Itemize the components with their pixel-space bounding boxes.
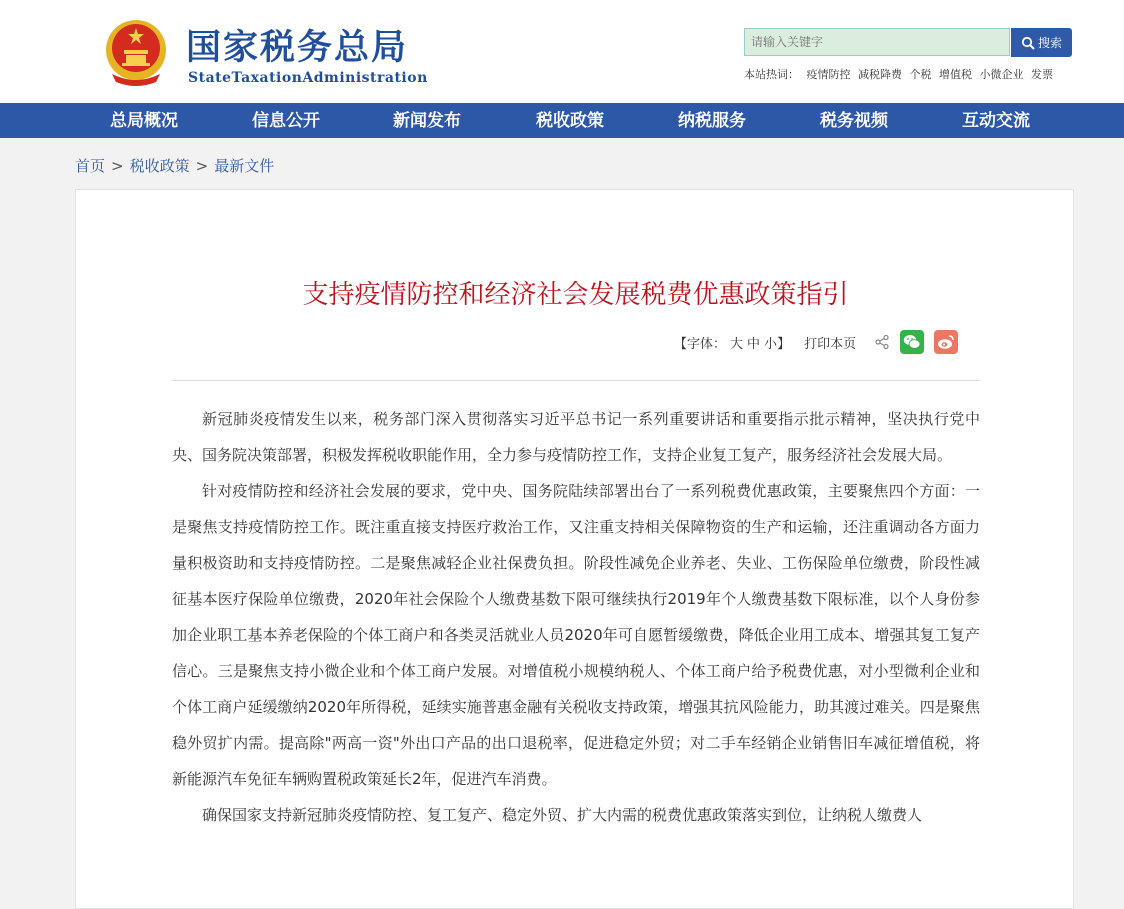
breadcrumb-separator: > <box>111 157 124 175</box>
hot-word-link[interactable]: 增值税 <box>939 68 972 81</box>
article-body <box>172 401 980 833</box>
breadcrumb <box>75 155 274 176</box>
wechat-icon <box>903 334 921 350</box>
weibo-icon <box>937 334 955 350</box>
share-icon[interactable] <box>874 334 890 350</box>
hot-word-link[interactable]: 减税降费 <box>858 68 902 81</box>
title-divider <box>172 380 980 381</box>
site-logo-title[interactable]: 国家税务总局 <box>186 28 409 68</box>
font-size-medium[interactable]: 中 <box>747 336 761 352</box>
font-size-close: 】 <box>777 336 791 352</box>
article-tools <box>674 327 958 357</box>
article-paragraph: 针对疫情防控和经济社会发展的要求，党中央、国务院陆续部署出台了一系列税费优惠政策，主要聚焦四个方面：一是聚焦支持疫情防控工作。既注重直接支持医疗救治工作，又注重支持相关保障物资的生产和运输，还注重调动各方面力量积极资助和支持疫情防控。二是聚焦减轻企业社保费负担。阶段性减免企业养老、失业、工伤保险单位缴费，阶段性减征基本医疗保险单位缴费，2020年社会保险个人缴费基数下限可继续执行2019年个人缴费基数下限标准，以个人身份参加企业职工基本养老保险的个体工商户和各类灵活就业人员2020年可自愿暂缓缴费，降低企业用工成本、增强其复工复产信心。三是聚焦支持小微企业和个体工商户发展。对增值税小规模纳税人、个体工商户给予税费优惠，对小型微利企业和个体工商户延缓缴纳2020年所得税，延续实施普惠金融有关税收支持政策，增强其抗风险能力，助其渡过难关。四是聚焦稳外贸扩内需。提高除"两高一资"外出口产品的出口退税率，促进稳定外贸；对二手车经销企业销售旧车减征增值税，将新能源汽车免征车辆购置税政策延长2年，促进汽车消费。 <box>172 482 980 788</box>
hot-word-link[interactable]: 个税 <box>909 68 932 81</box>
hot-word-link[interactable]: 疫情防控 <box>806 68 851 81</box>
breadcrumb-home[interactable]: 首页 <box>75 157 106 175</box>
hot-words-label: 本站热词： <box>744 68 799 81</box>
hot-words-bar <box>744 66 1057 82</box>
nav-item-taxpayer-service[interactable]: 纳税服务 <box>678 111 746 131</box>
site-logo-subtitle[interactable]: StateTaxationAdministration <box>188 70 428 86</box>
breadcrumb-latest-docs[interactable]: 最新文件 <box>214 157 275 175</box>
search-input[interactable] <box>744 28 1010 56</box>
font-size-label: 【字体： <box>674 336 727 352</box>
breadcrumb-separator: > <box>195 157 209 175</box>
nav-item-tax-policy[interactable]: 税收政策 <box>536 111 604 131</box>
breadcrumb-tax-policy[interactable]: 税收政策 <box>129 157 190 175</box>
nav-item-tax-video[interactable]: 税务视频 <box>820 111 888 131</box>
article-container <box>75 189 1074 909</box>
main-nav <box>0 103 1124 138</box>
weibo-share-button[interactable] <box>934 330 958 354</box>
hot-word-link[interactable]: 小微企业 <box>979 68 1024 81</box>
search-button-label: 搜索 <box>1037 36 1062 50</box>
nav-item-disclosure[interactable]: 信息公开 <box>252 111 320 131</box>
font-size-small[interactable]: 小 <box>764 336 778 352</box>
nav-item-interaction[interactable]: 互动交流 <box>962 111 1030 131</box>
search-icon <box>1021 36 1035 50</box>
article-paragraph: 新冠肺炎疫情发生以来，税务部门深入贯彻落实习近平总书记一系列重要讲话和重要指示批示精神，坚决执行党中央、国务院决策部署，积极发挥税收职能作用，全力参与疫情防控工作，支持企业复工复产，服务经济社会发展大局。 <box>172 410 980 464</box>
article-title: 支持疫情防控和经济社会发展税费优惠政策指引 <box>302 280 849 310</box>
search-button[interactable] <box>1011 28 1072 57</box>
article-paragraph: 确保国家支持新冠肺炎疫情防控、复工复产、稳定外贸、扩大内需的税费优惠政策落实到位，让纳税人缴费人 <box>202 806 923 824</box>
hot-word-link[interactable]: 发票 <box>1031 68 1053 81</box>
nav-item-overview[interactable]: 总局概况 <box>110 111 178 131</box>
national-emblem-icon[interactable] <box>104 16 168 88</box>
print-page-link[interactable]: 打印本页 <box>804 336 857 352</box>
nav-item-news[interactable]: 新闻发布 <box>393 111 461 131</box>
font-size-large[interactable]: 大 <box>730 336 744 352</box>
wechat-share-button[interactable] <box>900 330 924 354</box>
site-header <box>0 0 1124 103</box>
